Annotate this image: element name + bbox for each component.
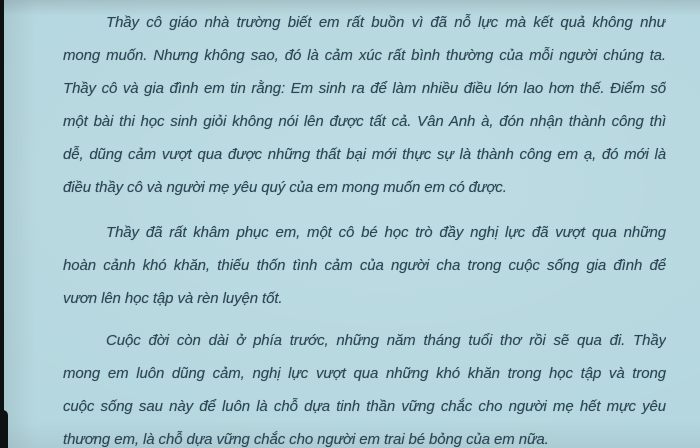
text-line: Thầy đã rất khâm phục em, một cô bé học trò đầy nghị lực đã vượt qua những	[106, 224, 666, 241]
text-line: mong muốn. Nhưng không sao, đó là cảm xúc rất bình thường của mỗi người chúng ta.	[63, 47, 666, 64]
text-line: mong em luôn dũng cảm, nghị lực vượt qua những khó khăn trong học tập và trong	[63, 365, 666, 382]
text-line: một bài thi học sinh giỏi không nói lên được tất cả. Vân Anh à, đón nhận thành công thì	[63, 113, 666, 130]
text-line: điều thầy cô và người mẹ yêu quý của em mong muốn em có được.	[63, 179, 507, 196]
text-line: Thầy cô giáo nhà trường biết em rất buồn vì đã nỗ lực mà kết quả không như	[106, 14, 666, 31]
text-line: dễ, dũng cảm vượt qua được những thất bại mới thực sự là thành công em ạ, đó mới là	[63, 146, 666, 163]
paragraph-1	[63, 6, 666, 204]
paragraph-2	[63, 216, 666, 315]
text-line: thương em, là chỗ dựa vững chắc cho người em trai bé bỏng của em nữa.	[63, 431, 549, 448]
letter-page	[63, 6, 666, 448]
photo-left-edge	[0, 0, 4, 448]
text-line: hoàn cảnh khó khăn, thiếu thốn tình cảm của người cha trong cuộc sống gia đình để	[63, 257, 666, 274]
text-line: cuộc sống sau này để luôn là chỗ dựa tinh thần vững chắc cho người mẹ hết mực yêu	[63, 398, 666, 415]
paragraph-3	[63, 324, 666, 448]
text-line: vươn lên học tập và rèn luyện tốt.	[63, 290, 283, 307]
text-line: Cuộc đời còn dài ở phía trước, những năm tháng tuổi thơ rồi sẽ qua đi. Thầy	[106, 332, 666, 349]
photo-corner-shadow	[0, 410, 8, 448]
text-line: Thầy cô và gia đình em tin rằng: Em sinh ra để làm nhiều điều lớn lao hơn thế. Điểm số	[63, 80, 666, 97]
